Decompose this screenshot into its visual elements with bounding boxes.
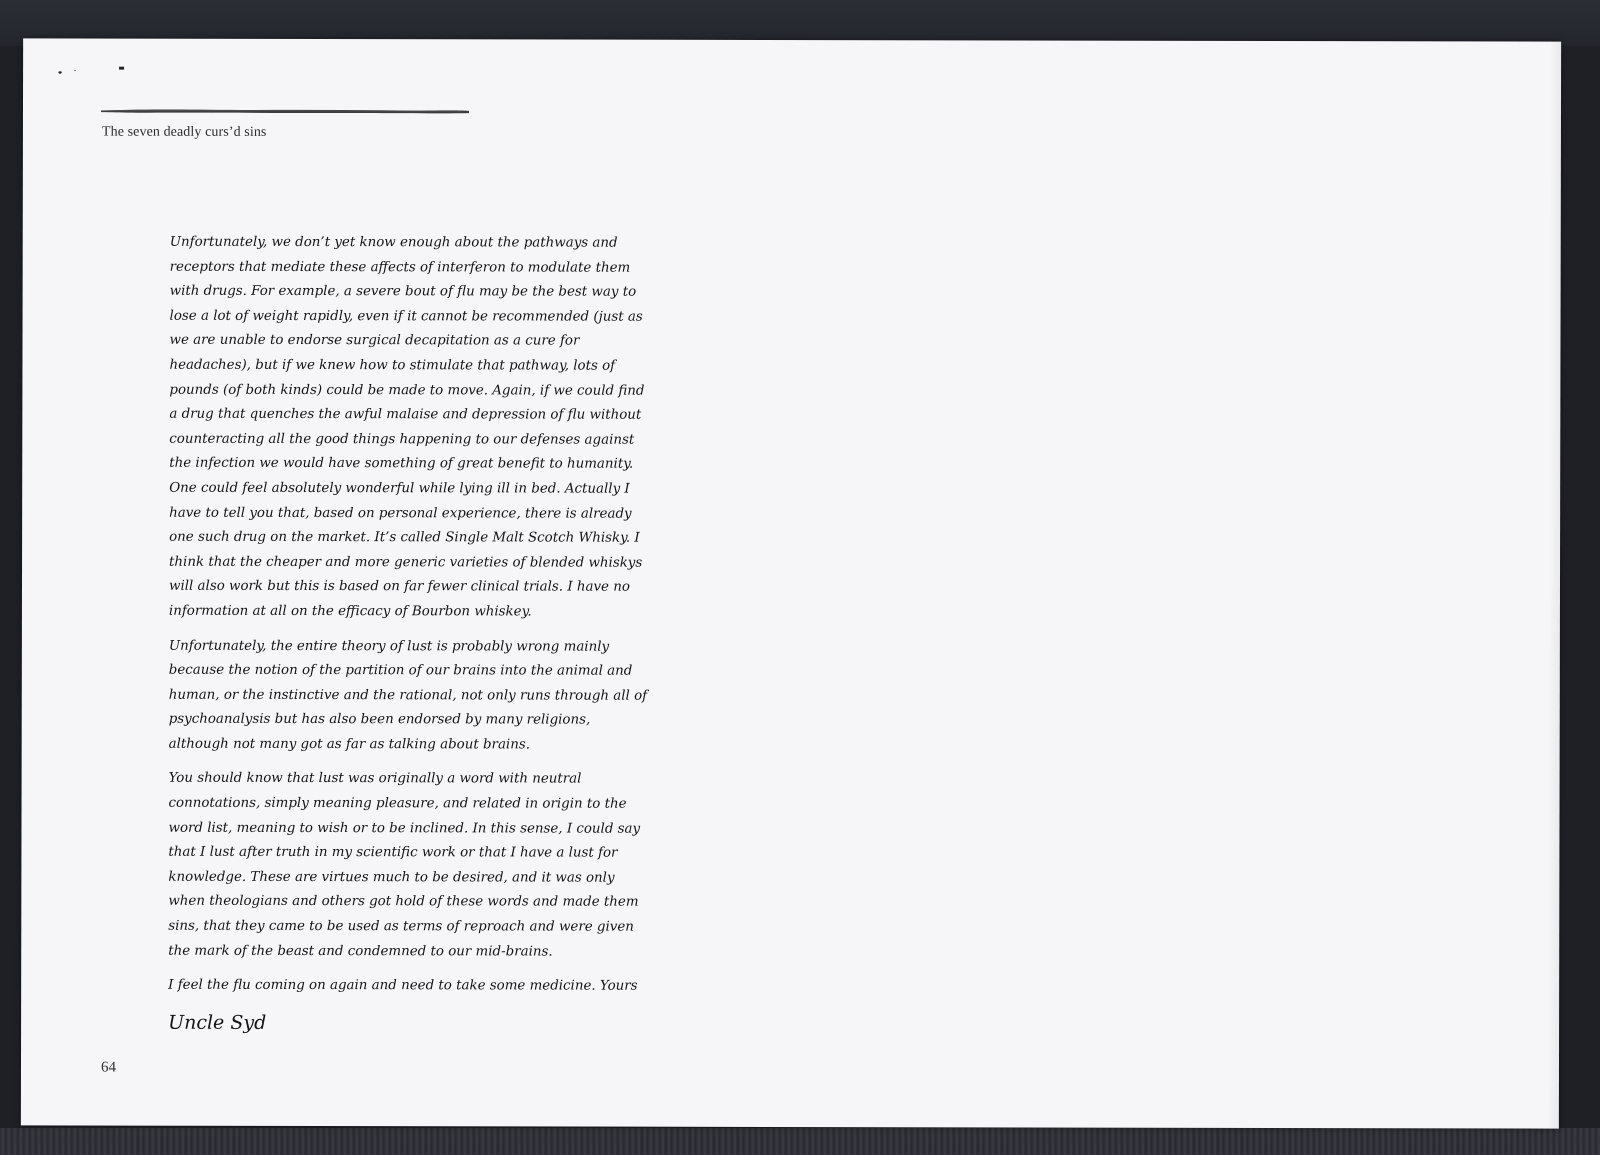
signature: Uncle Syd [168, 1011, 267, 1034]
page-number: 64 [100, 1059, 117, 1076]
paragraph-theory-of-lust: Unfortunately, the entire theory of lust is probably wrong mainly because the notion of the partition of our brains into the animal and human, or the instinctive and the rational, not only runs through all of psychoanalysis but has also been endorsed by many religions, although not many got as far as talking about brains. [168, 638, 648, 753]
scan-specks [57, 66, 137, 78]
letter-body [168, 231, 650, 1038]
scanner-backdrop-bottom [0, 1128, 1600, 1155]
decorative-rule [101, 106, 469, 117]
book-page [21, 38, 1561, 1128]
closing-line: I feel the flu coming on again and need to take some medicine. Yours [168, 977, 638, 994]
page-edge-shadow [1547, 42, 1561, 1129]
paragraph-lust-etymology: You should know that lust was originally a word with neutral connotations, simply meaning pleasure, and related in origin to the word list, meaning to wish or to be inclined. In this sense, I could say that I lust after truth in my scientific work or that I have a lust for knowledge. These are virtues much to be desired, and it was only when theologians and others got hold of these words and made them sins, that they came to be used as terms of reproach and were given the mark of the beast and condemned to our mid-brains. [168, 771, 641, 960]
running-head: The seven deadly curs’d sins [101, 124, 267, 140]
paragraph-interferon: Unfortunately, we don’t yet know enough about the pathways and receptors that mediate these affects of interferon to modulate them with drugs. For example, a severe bout of flu may be the best way to lose a lot of weight rapidly, even if it cannot be recommended (just as we are unable to endorse surgical decapitation as a cure for headaches), but if we knew how to stimulate that pathway, lots of pounds (of both kinds) could be made to move. Again, if we could find a drug that quenches the awful malaise and depression of flu without counteracting all the good things happening to our defenses against the infection we would have something of great benefit to humanity. One could feel absolutely wonderful while lying ill in bed. Actually I have to tell you that, based on personal experience, there is already one such drug on the market. It’s called Single Malt Scotch Whisky. I think that the cheaper and more generic varieties of blended whiskys will also work but this is based on far fewer clinical trials. I have no information at all on the efficacy of Bourbon whiskey. [168, 234, 645, 620]
